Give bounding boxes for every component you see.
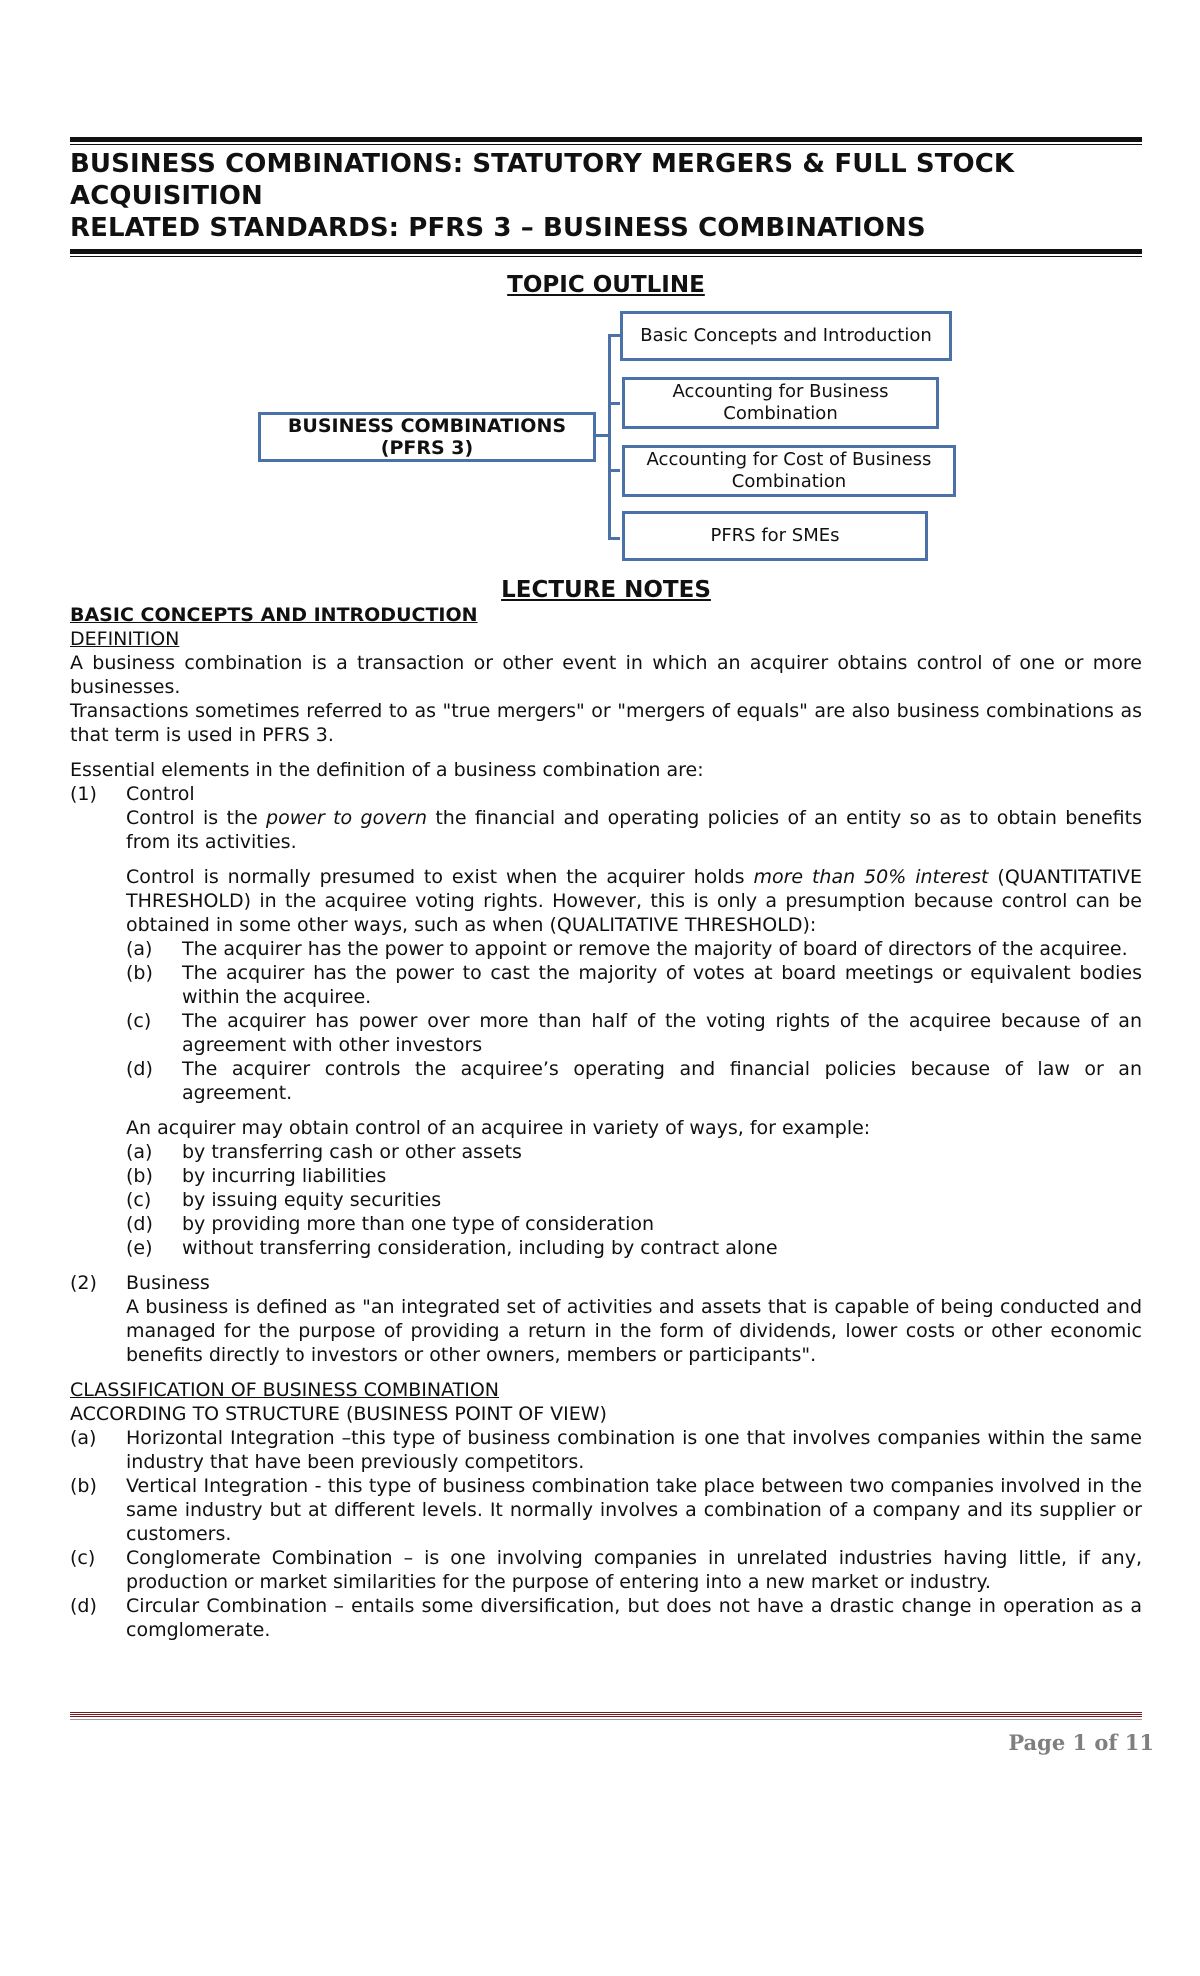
- element-title: Business: [126, 1272, 210, 1294]
- list-item: (d) Circular Combination – entails some diversification, but does not have a drastic change in operation as a comglomerate.: [70, 1595, 1142, 1641]
- essential-elements-intro: Essential elements in the definition of a business combination are:: [70, 759, 704, 781]
- connector-branch-2: [608, 402, 620, 405]
- title-line-1: BUSINESS COMBINATIONS: STATUTORY MERGERS & FULL STOCK: [70, 149, 1015, 179]
- definition-paragraph-1: A business combination is a transaction or other event in which an acquirer obtains control of one or more businesses.: [70, 652, 1142, 698]
- list-item: (a) The acquirer has the power to appoint or remove the majority of board of directors of the acquiree.: [126, 938, 1128, 960]
- classification-label: CLASSIFICATION OF BUSINESS COMBINATION: [70, 1379, 500, 1401]
- list-item: (b) Vertical Integration - this type of business combination take place between two companies involved in the same industry but at different levels. It normally involves a combination of a company and its supplier or customers.: [70, 1475, 1142, 1545]
- control-paragraph-1: Control is the power to govern the financial and operating policies of an entity so as to obtain benefits from its activities.: [126, 807, 1143, 853]
- element-business: [70, 1271, 1142, 1295]
- footer-rule: [70, 1712, 1142, 1718]
- title-line-2: ACQUISITION: [70, 181, 263, 211]
- outline-item-label: Accounting for Business: [672, 381, 889, 402]
- list-item: (c) The acquirer has power over more than half of the voting rights of the acquiree because of an agreement with other investors: [126, 1010, 1142, 1056]
- connector-branch-3: [608, 469, 620, 472]
- outline-item-label: PFRS for SMEs: [710, 525, 840, 546]
- connector-branch-4: [608, 537, 620, 540]
- list-item: (a) Horizontal Integration –this type of business combination is one that involves companies within the same industry that have been previously competitors.: [70, 1427, 1142, 1473]
- business-definition: A business is defined as "an integrated set of activities and assets that is capable of being conducted and managed for the purpose of providing a return in the form of dividends, lower costs or other economic benefits directly to investors or other owners, members or participants".: [126, 1296, 1142, 1366]
- list-item: (e) without transferring consideration, including by contract alone: [126, 1237, 778, 1259]
- ways-intro: An acquirer may obtain control of an acquiree in variety of ways, for example:: [126, 1117, 871, 1139]
- lecture-body: [70, 603, 1142, 1642]
- lecture-notes-heading: LECTURE NOTES: [501, 577, 711, 603]
- outline-item-label: Combination: [723, 403, 838, 424]
- list-item: (b) The acquirer has the power to cast the majority of votes at board meetings or equivalent bodies within the acquiree.: [126, 962, 1142, 1008]
- outline-main-box: [258, 412, 596, 462]
- control-paragraph-2: Control is normally presumed to exist when the acquirer holds more than 50% interest (QUANTITATIVE THRESHOLD) in the acquiree voting rights. However, this is only a presumption because control can be obtained in some other ways, such as when (QUALITATIVE THRESHOLD):: [126, 866, 1142, 936]
- outline-item-smes: [622, 511, 928, 561]
- list-item: (c) by issuing equity securities: [126, 1189, 442, 1211]
- topic-outline-heading: TOPIC OUTLINE: [507, 272, 705, 298]
- element-number: (1): [70, 783, 97, 805]
- title-line-3: RELATED STANDARDS: PFRS 3 – BUSINESS COMBINATIONS: [70, 213, 926, 243]
- connector-trunk: [608, 334, 611, 540]
- connector-branch-1: [608, 334, 620, 337]
- list-item: (a) by transferring cash or other assets: [126, 1141, 522, 1163]
- topic-outline-diagram: [70, 0, 1142, 600]
- definition-label: DEFINITION: [70, 628, 180, 650]
- list-item: (d) by providing more than one type of consideration: [126, 1213, 655, 1235]
- list-item: (c) Conglomerate Combination – is one involving companies in unrelated industries having little, if any, production or market similarities for the purpose of entering into a new market or industry.: [70, 1547, 1142, 1593]
- outline-item-basic-concepts: [620, 311, 952, 361]
- section-heading: BASIC CONCEPTS AND INTRODUCTION: [70, 604, 478, 626]
- list-item: (b) by incurring liabilities: [126, 1165, 387, 1187]
- outline-main-line-2: (PFRS 3): [380, 437, 474, 459]
- outline-item-label: Accounting for Cost of Business: [646, 449, 932, 470]
- element-number: (2): [70, 1272, 97, 1294]
- outline-item-cost: [622, 445, 956, 497]
- element-title: Control: [126, 783, 195, 805]
- structure-label: ACCORDING TO STRUCTURE (BUSINESS POINT OF VIEW): [70, 1403, 607, 1425]
- outline-main-line-1: BUSINESS COMBINATIONS: [287, 415, 567, 437]
- footer-rule-thin: [70, 1719, 1142, 1720]
- outline-item-label: Combination: [731, 471, 847, 492]
- outline-item-label: Basic Concepts and Introduction: [640, 325, 932, 346]
- page-number: Page 1 of 11: [1008, 1730, 1154, 1755]
- outline-item-accounting: [622, 377, 939, 429]
- definition-paragraph-2: Transactions sometimes referred to as "true mergers" or "mergers of equals" are also business combinations as that term is used in PFRS 3.: [70, 700, 1142, 746]
- list-item: (d) The acquirer controls the acquiree’s operating and financial policies because of law or an agreement.: [126, 1058, 1142, 1104]
- element-control: [70, 782, 1142, 806]
